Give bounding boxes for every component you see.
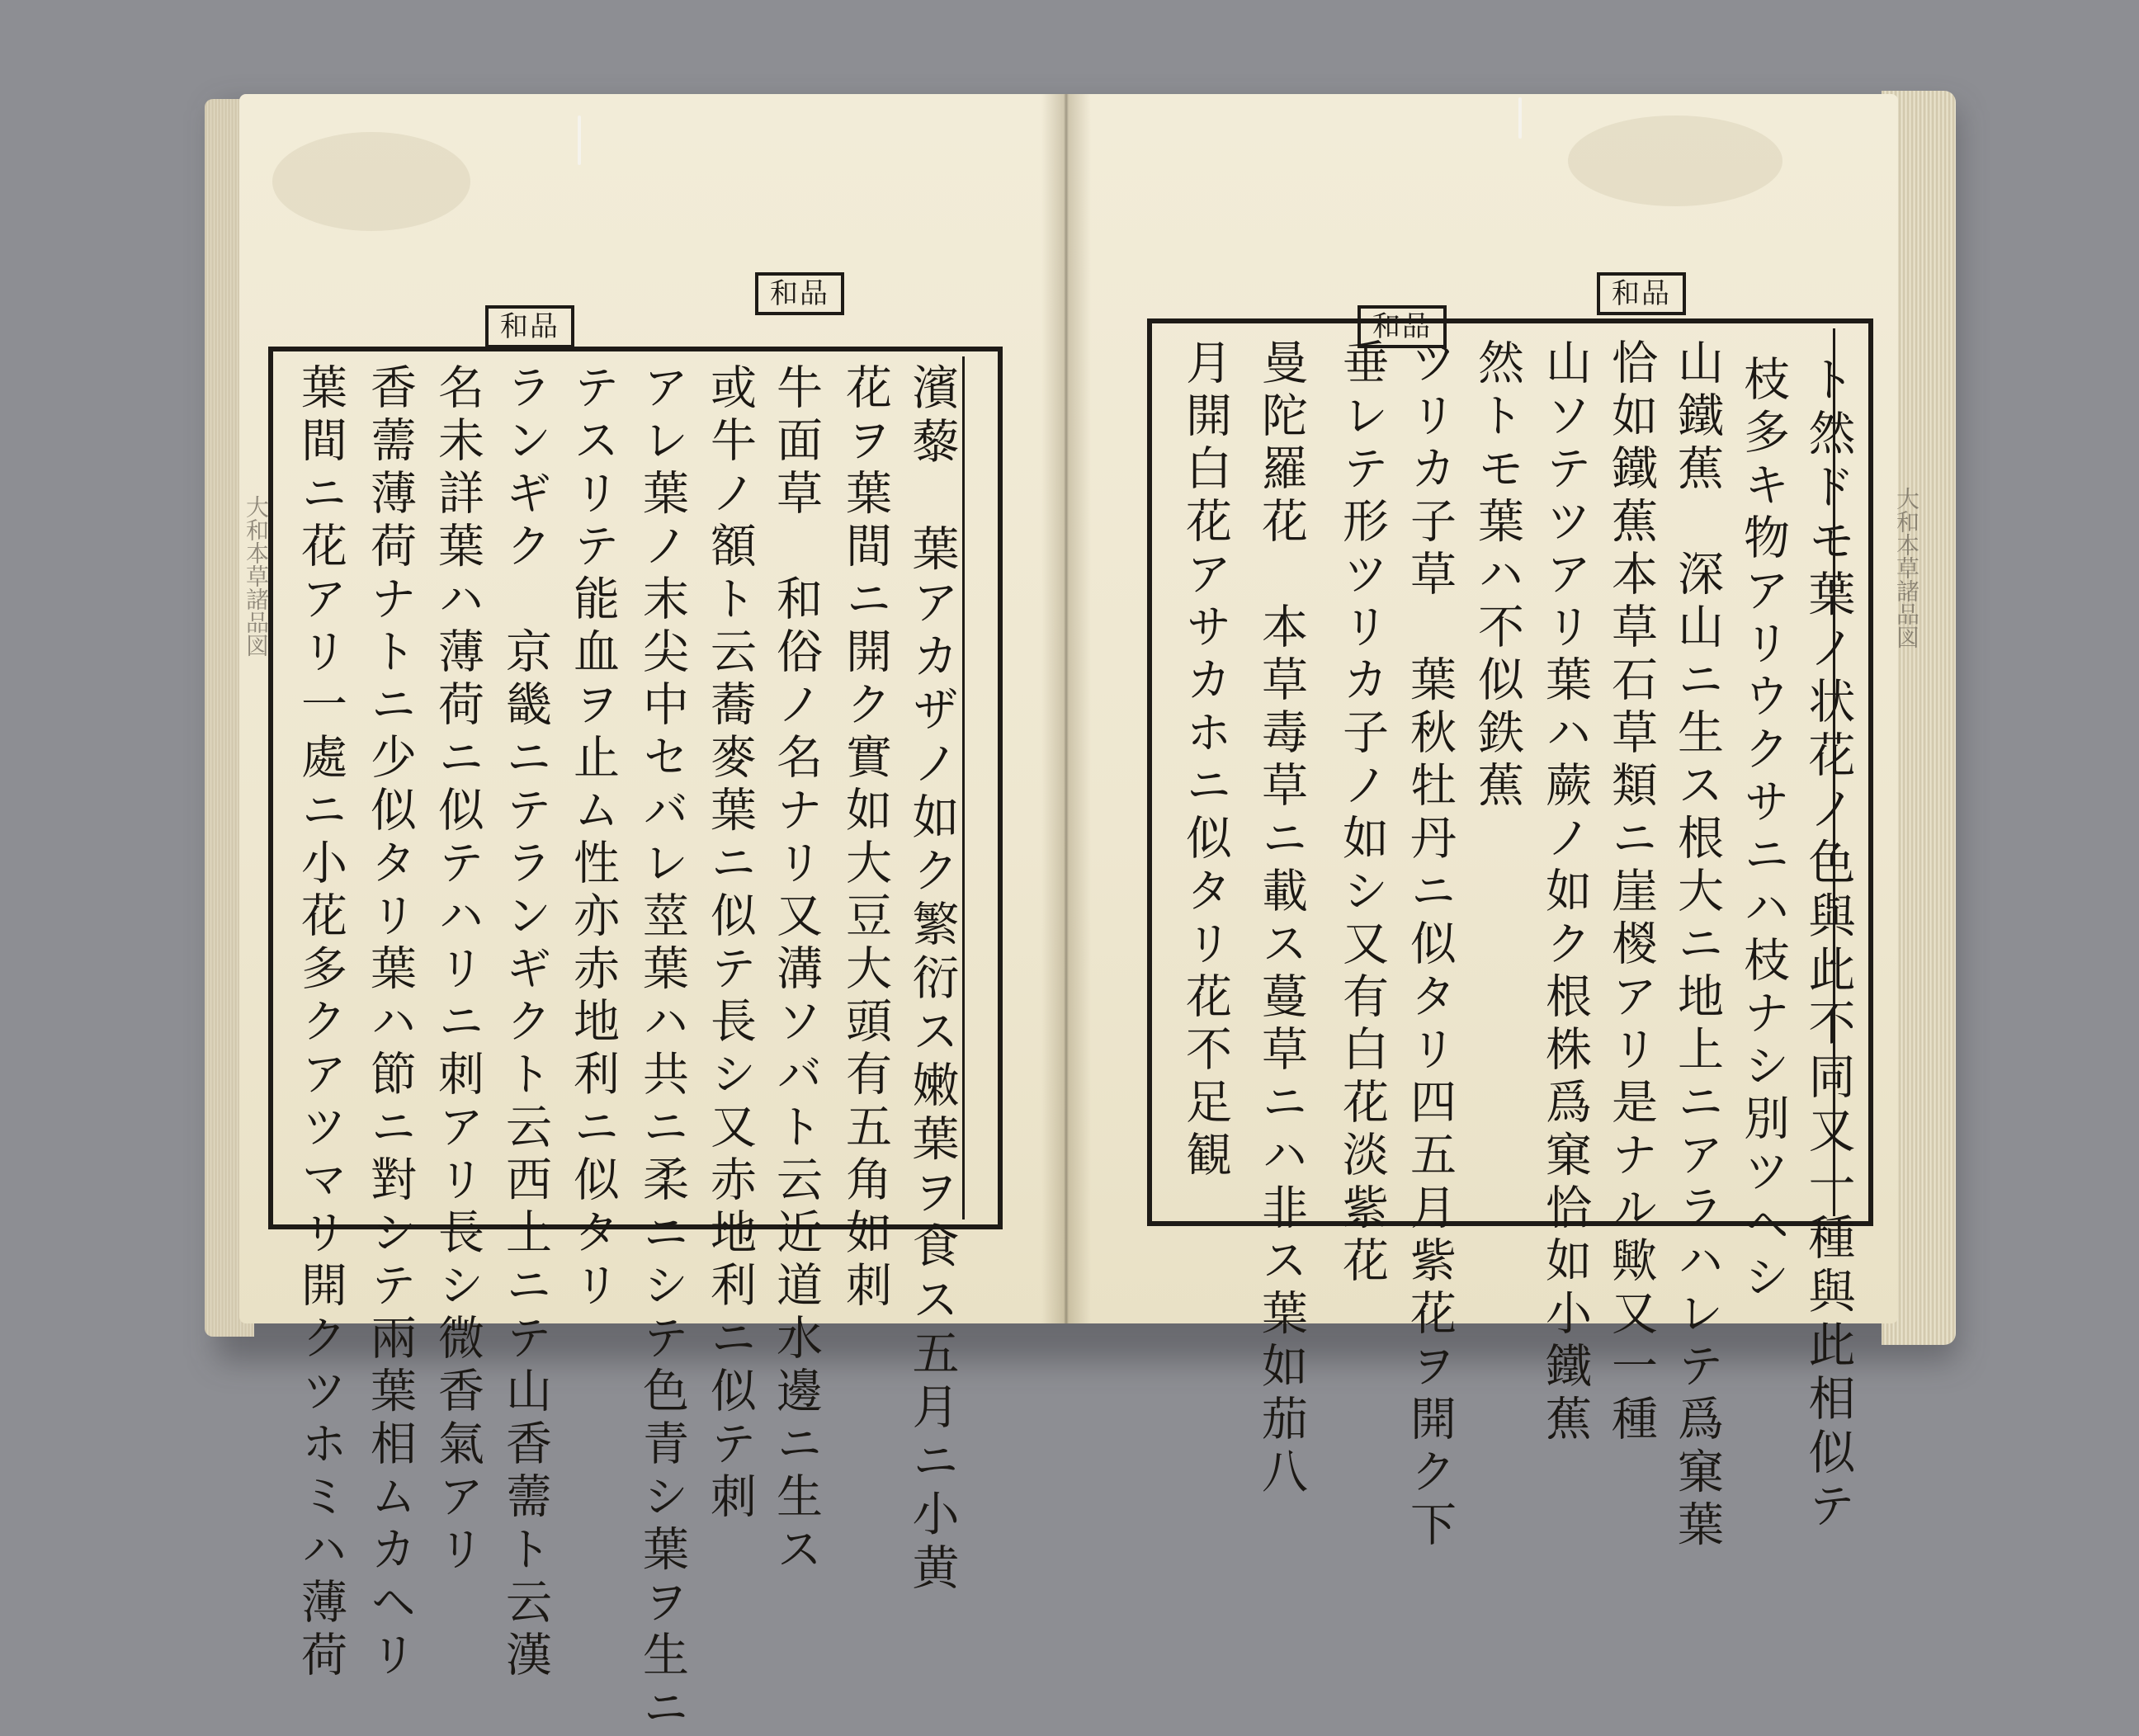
paper-stain [272, 132, 470, 231]
left-column-7: ランギク 京畿ニテランギクト云西土ニテ山香薷ト云漢 [498, 363, 552, 1683]
left-column-5: アレ葉ノ末尖中セバレ莖葉ハ共ニ柔ニシテ色青シ葉ヲ生ニ [635, 363, 689, 1736]
right-column-8: 垂レテ形ツリカ子ノ如シ又有白花淡紫花 [1335, 338, 1389, 1289]
right-column-7: ツリカ子草 葉秋牡丹ニ似タリ四五月紫花ヲ開ク下 [1403, 338, 1457, 1553]
right-column-6: 然トモ葉ハ不似鉄蕉 [1471, 338, 1524, 814]
left-column-2: 花ヲ葉間ニ開ク實如大豆大頭有五角如刺 [838, 363, 892, 1314]
left-column-10: 葉間ニ花アリ一處ニ小花多クアツマリ開クツホミハ薄荷 [294, 363, 347, 1683]
book-gutter [1041, 94, 1091, 1323]
left-label-1: 和品 [485, 305, 574, 348]
right-column-5: 山ソテツアリ葉ハ蕨ノ如ク根株爲窠恰如小鐵蕉 [1538, 338, 1592, 1447]
right-column-3: 山鐵蕉 深山ニ生ス根大ニ地上ニアラハレテ爲窠葉 [1670, 338, 1724, 1553]
left-column-4: 或牛ノ額ト云蕎麥葉ニ似テ長シ又赤地利ニ似テ刺 [703, 363, 757, 1525]
paper-stain [1568, 116, 1782, 206]
right-column-4: 恰如鐵蕉本草石草類ニ崖椶アリ是ナル歟又一種 [1604, 338, 1658, 1447]
right-column-10: 月開白花アサカホニ似タリ花不足観 [1178, 338, 1232, 1183]
left-column-3: 牛面草 和俗ノ名ナリ又溝ソバト云近道水邊ニ生ス [769, 363, 823, 1578]
right-label-1: 和品 [1358, 305, 1447, 348]
left-column-1: 濱藜 葉アカザノ如ク繁衍ス嫩葉ヲ食ス五月ニ小黄 [904, 363, 959, 1597]
binding-thread [578, 116, 581, 165]
right-column-9: 曼陀羅花 本草毒草ニ載ス蔓草ニハ非ス葉如茄八 [1254, 338, 1308, 1500]
right-label-2: 和品 [1597, 272, 1686, 315]
binding-thread [1518, 97, 1522, 139]
right-side-mark: 大和本草諸品図 [1893, 487, 1920, 649]
frame-rule [962, 356, 965, 1219]
left-column-8: 名未詳葉ハ薄荷ニ似テハリニ刺アリ長シ微香氣アリ [431, 363, 484, 1578]
left-side-mark: 大和本草諸品図 [243, 495, 270, 657]
right-column-1: ト然ドモ葉ノ状花ノ色與此不同又一種與此相似テ [1801, 355, 1855, 1535]
left-label-2: 和品 [755, 272, 844, 315]
left-column-9: 香薷薄荷ナトニ少似タリ葉ハ節ニ對シテ兩葉相ムカヘリ [363, 363, 417, 1683]
right-column-2: 枝多キ物アリウクサニハ枝ナシ別ツヘシ [1736, 355, 1790, 1305]
left-column-6: テスリテ能血ヲ止ム性亦赤地利ニ似タリ [566, 363, 620, 1314]
